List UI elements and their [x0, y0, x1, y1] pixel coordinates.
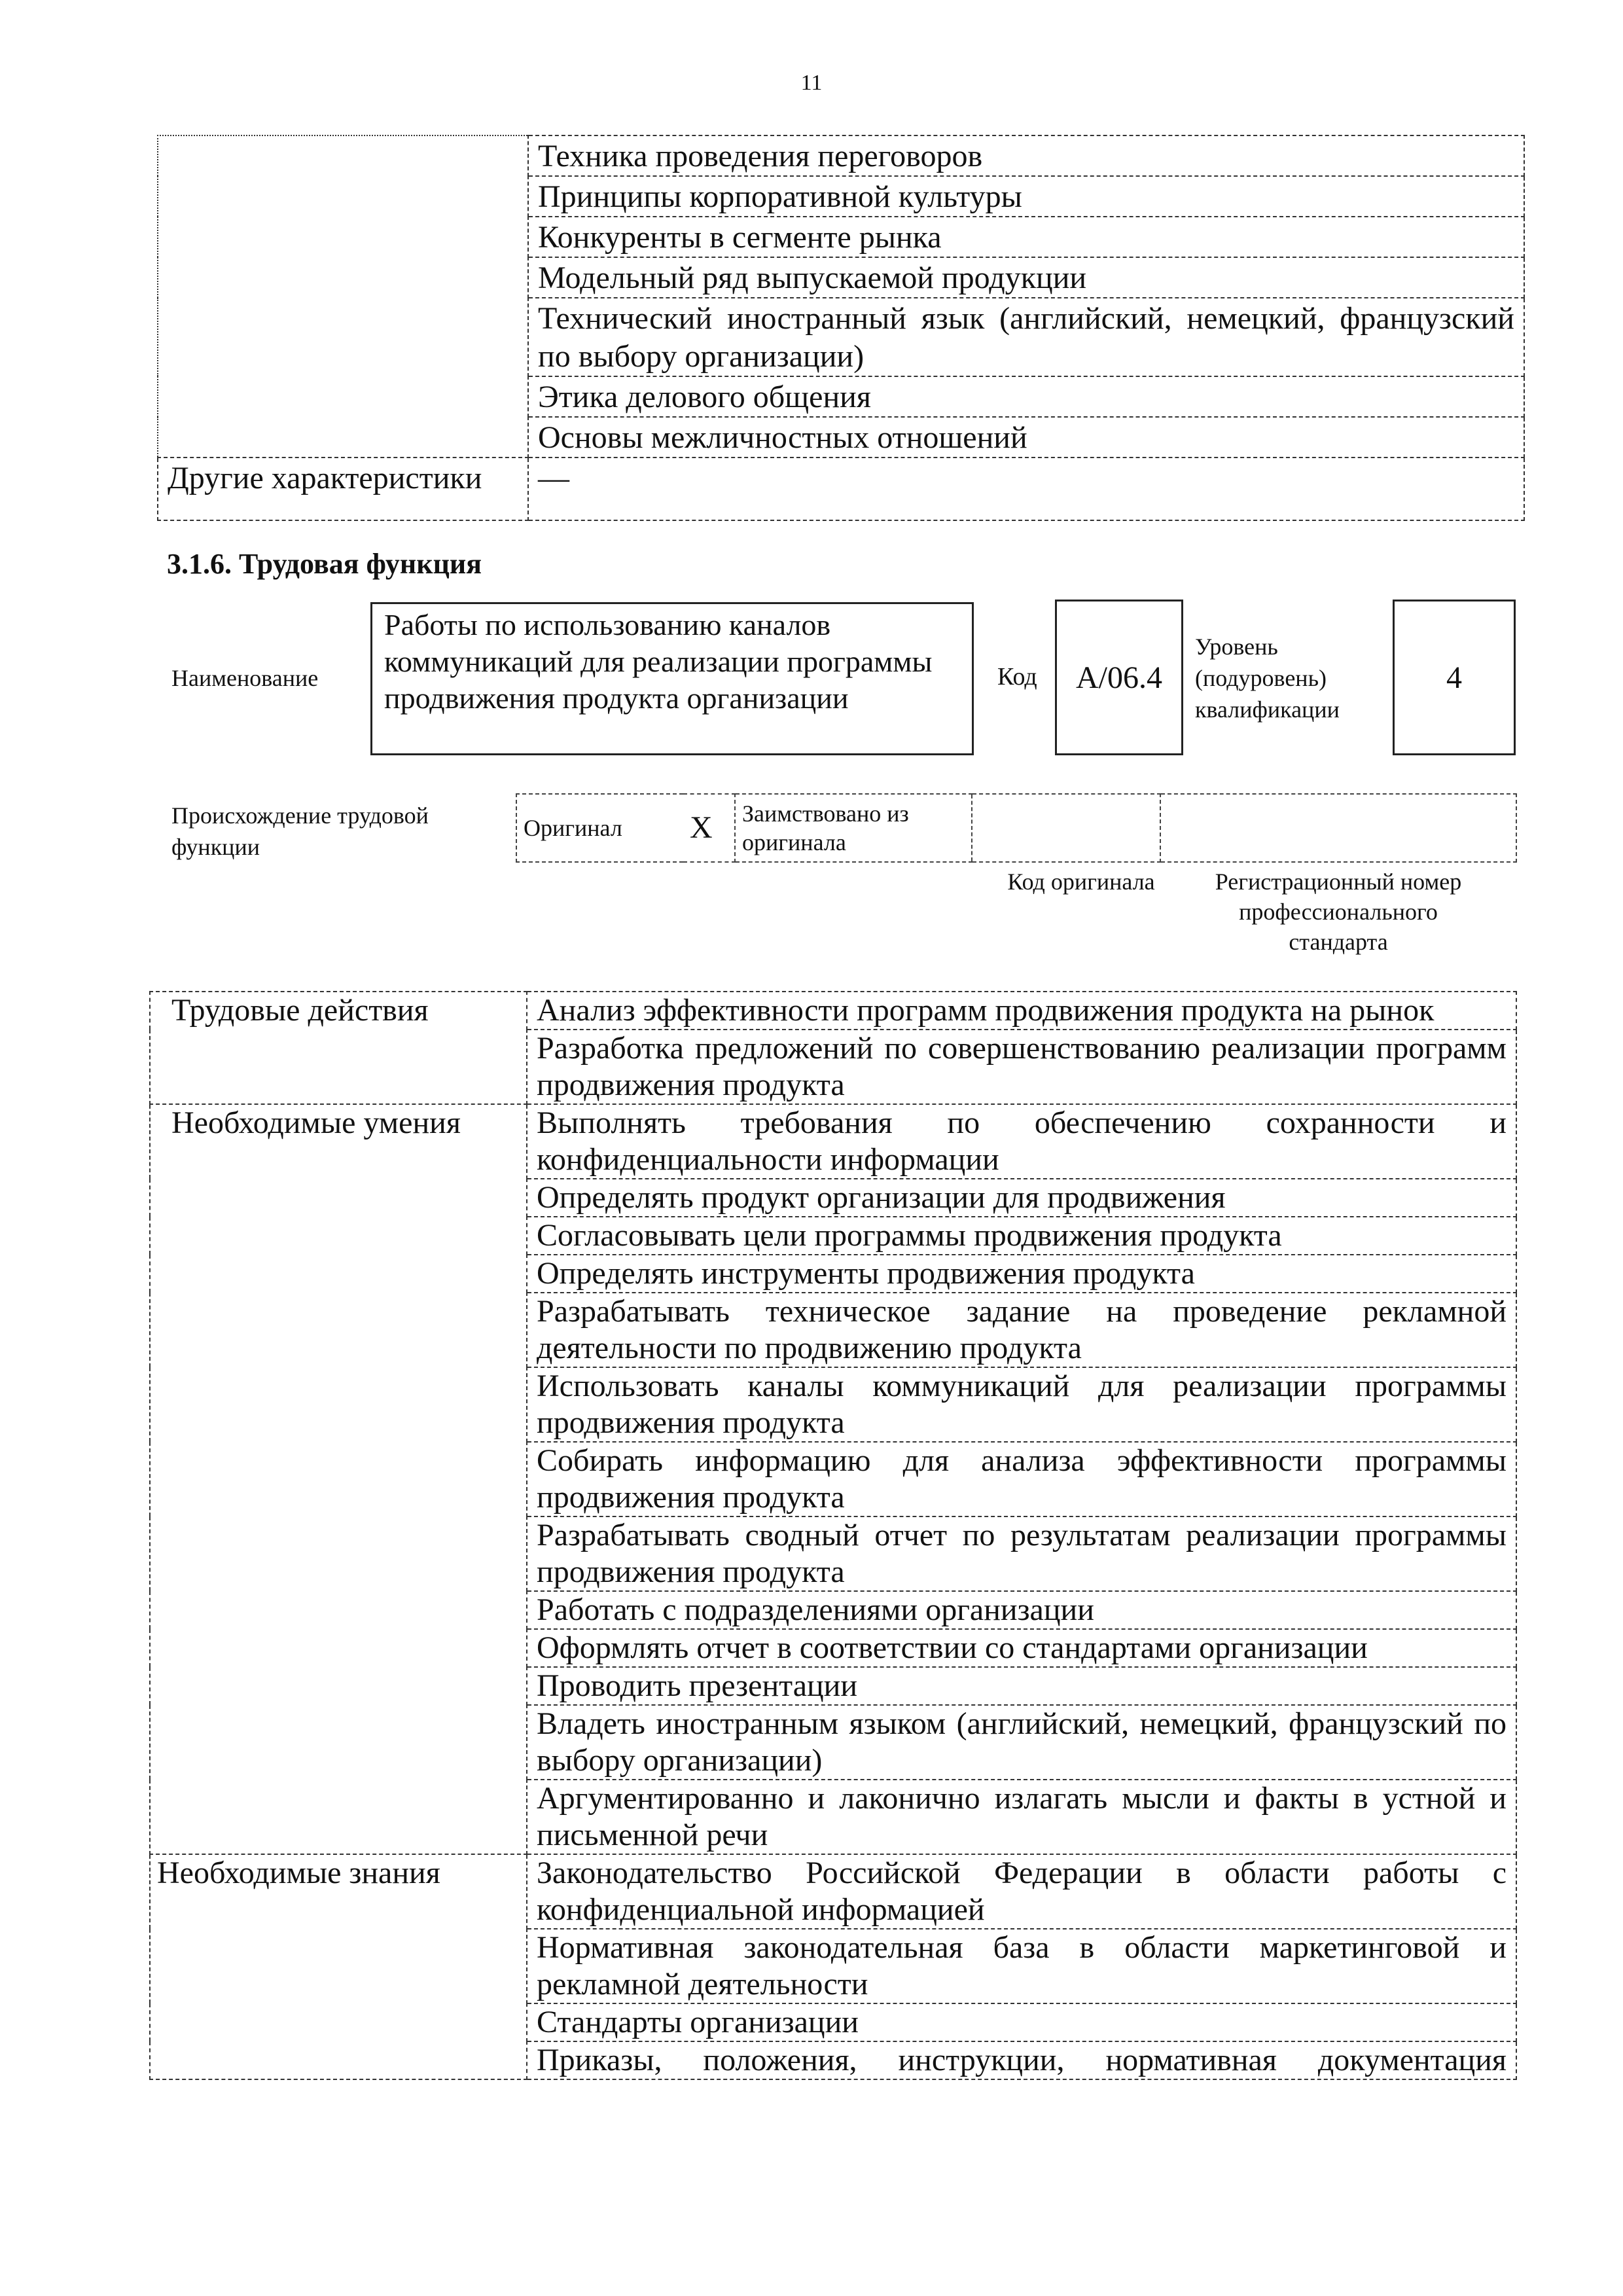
- skill-item: Работать с подразделениями организации: [527, 1591, 1516, 1629]
- original-label: Оригинал: [516, 794, 683, 862]
- skill-item: Собирать информацию для анализа эффективности программы продвижения продукта: [527, 1442, 1516, 1516]
- list-item: Основы межличностных отношений: [528, 417, 1524, 457]
- knowledge-item: Приказы, положения, инструкции, нормативная документация: [527, 2041, 1516, 2079]
- registration-number-cell: [1160, 794, 1516, 862]
- top-knowledge-table: [157, 135, 1525, 521]
- knowledge-item: Законодательство Российской Федерации в области работы с конфиденциальной информацией: [527, 1854, 1516, 1929]
- skill-item: Выполнять требования по обеспечению сохранности и конфиденциальности информации: [527, 1104, 1516, 1179]
- original-mark: X: [683, 794, 735, 862]
- skill-item: Разрабатывать сводный отчет по результатам реализации программы продвижения продукта: [527, 1516, 1516, 1591]
- list-item: Модельный ряд выпускаемой продукции: [528, 257, 1524, 298]
- skill-item: Оформлять отчет в соответствии со стандартами организации: [527, 1629, 1516, 1667]
- skill-item: Использовать каналы коммуникаций для реализации программы продвижения продукта: [527, 1367, 1516, 1442]
- skill-item: Владеть иностранным языком (английский, немецкий, французский по выбору организации): [527, 1705, 1516, 1780]
- function-name-box: Работы по использованию каналов коммуникаций для реализации программы продвижения продукта организации: [370, 602, 974, 755]
- section-title: 3.1.6. Трудовая функция: [167, 548, 482, 580]
- knowledge-item: Нормативная законодательная база в области маркетинговой и рекламной деятельности: [527, 1929, 1516, 2003]
- knowledge-item: Стандарты организации: [527, 2003, 1516, 2041]
- skill-item: Проводить презентации: [527, 1667, 1516, 1705]
- registration-caption: Регистрационный номер профессионального стандарта: [1215, 869, 1462, 955]
- other-characteristics-label: Другие характеристики: [158, 457, 528, 520]
- skills-label: Необходимые умения: [150, 1104, 527, 1854]
- skill-item: Согласовывать цели программы продвижения продукта: [527, 1217, 1516, 1255]
- origin-label: Происхождение трудовой функции: [171, 802, 429, 860]
- name-label: Наименование: [171, 665, 319, 691]
- skill-item: Аргументированно и лаконично излагать мысли и факты в устной и письменной речи: [527, 1780, 1516, 1854]
- level-box: 4: [1393, 600, 1516, 755]
- code-label: Код: [997, 663, 1037, 691]
- list-item: Технический иностранный язык (английский, немецкий, французский по выбору организации): [528, 298, 1524, 376]
- list-item: Этика делового общения: [528, 376, 1524, 417]
- borrowed-label: Заимствовано из оригинала: [735, 794, 972, 862]
- code-caption: Код оригинала: [1007, 869, 1155, 895]
- origin-table: [516, 793, 1517, 863]
- list-item: Конкуренты в сегменте рынка: [528, 217, 1524, 257]
- list-item: Техника проведения переговоров: [528, 135, 1524, 176]
- page-number: 11: [800, 71, 823, 95]
- list-item: Принципы корпоративной культуры: [528, 176, 1524, 217]
- skill-item: Определять инструменты продвижения продукта: [527, 1255, 1516, 1293]
- code-box: A/06.4: [1055, 600, 1183, 755]
- labor-function-table: [149, 991, 1517, 2080]
- skill-item: Разрабатывать техническое задание на проведение рекламной деятельности по продвижению продукта: [527, 1293, 1516, 1367]
- other-characteristics-value: —: [528, 457, 1524, 520]
- action-item: Разработка предложений по совершенствованию реализации программ продвижения продукта: [527, 1030, 1516, 1104]
- actions-label: Трудовые действия: [150, 992, 527, 1104]
- skill-item: Определять продукт организации для продвижения: [527, 1179, 1516, 1217]
- original-code-cell: [972, 794, 1160, 862]
- action-item: Анализ эффективности программ продвижения продукта на рынок: [527, 992, 1516, 1030]
- level-label: Уровень (подуровень) квалификации: [1195, 634, 1340, 723]
- knowledge-label: Необходимые знания: [150, 1854, 527, 2079]
- top-table-empty-cell: [158, 135, 528, 457]
